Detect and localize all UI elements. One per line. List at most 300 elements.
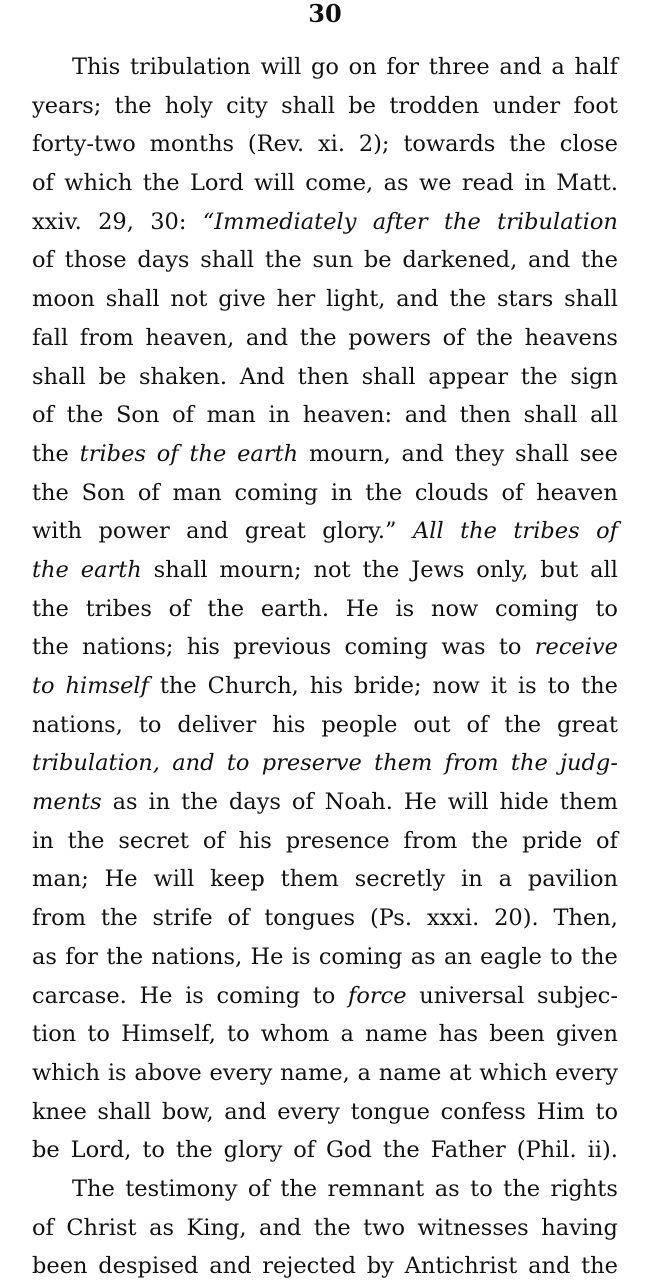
word: to (498, 634, 522, 661)
word: 20). (494, 905, 539, 932)
word: to (226, 750, 250, 777)
text-line (32, 280, 618, 319)
word: the (460, 518, 497, 545)
text-line (32, 241, 618, 280)
word: they (454, 440, 505, 467)
word: coming (318, 943, 403, 970)
word: hide (499, 789, 549, 816)
word: nations, (151, 943, 243, 970)
word: a (551, 54, 565, 80)
word: heaven: (302, 402, 393, 429)
word: 2); (358, 131, 390, 158)
word: his (238, 827, 272, 854)
word: receive (534, 634, 618, 661)
word: the (504, 711, 542, 738)
word: sign (570, 363, 618, 390)
word: in (268, 402, 291, 429)
word: of (32, 247, 54, 274)
word: all (590, 556, 618, 583)
word: testimony (125, 1175, 238, 1202)
text-line (32, 319, 618, 358)
word: it (490, 673, 507, 699)
word: of (227, 905, 250, 932)
word: to (470, 1175, 493, 1202)
word: at (449, 1059, 472, 1086)
word: moon (32, 286, 95, 313)
text-line (32, 977, 618, 1016)
word: tribes (513, 518, 580, 545)
word: the (443, 208, 481, 235)
word: but (540, 556, 579, 583)
word: of (596, 518, 618, 545)
text-line (32, 203, 618, 242)
word: in (461, 866, 483, 893)
word: and (209, 1253, 252, 1280)
word: be (98, 363, 127, 390)
word: which (32, 1059, 101, 1086)
word: two (363, 1214, 405, 1241)
word: in (330, 479, 353, 506)
text-line (32, 1015, 618, 1054)
word: Then, (553, 905, 618, 932)
word: will (260, 54, 302, 80)
word: secretly (354, 866, 446, 893)
word: heaven, (145, 324, 235, 351)
word: the (299, 324, 337, 351)
word: of (32, 1214, 54, 1241)
text-line (32, 1131, 618, 1170)
word: the (581, 247, 618, 274)
word: shall (523, 402, 578, 429)
word: presence (285, 827, 390, 854)
word: He (250, 943, 284, 970)
word: city (226, 92, 268, 119)
word: Antichrist (404, 1253, 518, 1280)
word: name (378, 1059, 442, 1086)
word: xxiv. (32, 208, 82, 235)
word: pride (522, 827, 583, 854)
word: coming (234, 479, 319, 506)
word: earth (237, 440, 299, 467)
word: to (595, 1098, 618, 1125)
word: the (471, 827, 509, 854)
word: the (32, 479, 69, 506)
word: deliver (177, 711, 257, 738)
word: shall (515, 440, 569, 467)
word: secret (118, 827, 189, 854)
word: great (244, 518, 306, 545)
word: of (247, 1175, 270, 1202)
word: the (382, 1137, 420, 1164)
word: of (596, 827, 618, 854)
word: will (447, 789, 489, 816)
word: name, (280, 1059, 350, 1086)
word: read (461, 170, 514, 197)
word: shall (361, 363, 416, 390)
word: shall (97, 1098, 152, 1125)
word: from (444, 750, 499, 777)
word: months (149, 131, 235, 158)
word: to (550, 943, 573, 970)
word: sun (312, 247, 354, 274)
word: see (579, 440, 618, 467)
word: come, (305, 170, 374, 197)
text-line (32, 744, 618, 783)
word: And (239, 363, 285, 390)
word: to (142, 1137, 165, 1164)
word: as (32, 943, 57, 970)
word: light, (325, 286, 386, 313)
word: mourn; (219, 556, 302, 583)
text-line (32, 899, 618, 938)
word: of (501, 479, 524, 506)
word: 29, (98, 208, 134, 235)
word: This (72, 54, 121, 80)
word: confess (440, 1098, 526, 1125)
word: nations; (82, 634, 174, 661)
word: now (432, 673, 480, 699)
word: of (202, 827, 225, 854)
word: of (293, 1137, 316, 1164)
word: has (438, 1021, 479, 1048)
word: having (541, 1214, 618, 1241)
word: for (386, 54, 420, 80)
word: tribulation (497, 208, 618, 235)
word: shall (105, 286, 160, 313)
word: rejected (262, 1253, 357, 1280)
word: is (107, 1059, 127, 1086)
word: the (264, 247, 302, 274)
word: strife (152, 905, 213, 932)
text-line (32, 860, 618, 899)
word: force (348, 982, 407, 1009)
word: is (395, 595, 415, 622)
word: from (32, 905, 86, 932)
word: of (172, 402, 194, 429)
word: a (357, 1059, 371, 1086)
word: the (32, 595, 69, 622)
word: under (492, 92, 561, 119)
word: as (434, 1175, 460, 1202)
word: now (430, 595, 479, 622)
word: tion (32, 1021, 77, 1048)
word: every (209, 1059, 273, 1086)
word: the (362, 556, 400, 583)
word: He (104, 866, 138, 893)
word: the (159, 673, 197, 699)
word: the (66, 402, 104, 429)
text-line (32, 667, 618, 706)
text-line (32, 1093, 618, 1132)
text-line (32, 125, 618, 164)
text-line (32, 590, 618, 629)
word: his (309, 673, 343, 699)
word: be (363, 247, 392, 274)
text-line (32, 628, 618, 667)
word: “Immediately (202, 208, 357, 235)
word: above (134, 1059, 202, 1086)
word: holy (164, 92, 213, 119)
word: He (139, 982, 173, 1009)
word: after (372, 208, 428, 235)
text-line (32, 512, 618, 551)
word: shall (281, 92, 335, 119)
word: the (32, 556, 69, 583)
word: Him (536, 1098, 585, 1125)
word: only, (476, 556, 529, 583)
word: subjec- (537, 982, 618, 1009)
word: not (170, 286, 208, 313)
word: whom (260, 1021, 330, 1048)
text-line (32, 783, 618, 822)
word: a (340, 1021, 354, 1048)
word: 30: (150, 208, 187, 235)
word: ments (32, 789, 102, 816)
word: despised (98, 1253, 199, 1280)
word: to (138, 711, 162, 738)
word: God (326, 1137, 372, 1164)
word: out (413, 711, 451, 738)
text-line (32, 1247, 618, 1286)
word: then (297, 363, 349, 390)
word: the (449, 286, 487, 313)
word: the (32, 440, 69, 467)
word: the (313, 1214, 351, 1241)
word: foot (573, 92, 618, 119)
word: her (276, 286, 316, 313)
text-line (32, 551, 618, 590)
word: and (499, 54, 542, 80)
word: is (291, 943, 311, 970)
text-line (32, 164, 618, 203)
word: from (403, 827, 458, 854)
word: the (32, 634, 69, 661)
word: be (348, 92, 376, 119)
word: in (148, 789, 171, 816)
word: give (218, 286, 266, 313)
word: given (555, 1021, 618, 1048)
word: as (410, 943, 436, 970)
word: then (459, 402, 511, 429)
word: remnant (327, 1175, 425, 1202)
word: judg- (560, 750, 618, 777)
word: of (156, 440, 179, 467)
word: years; (32, 92, 102, 119)
word: by (366, 1253, 394, 1280)
word: in (524, 170, 546, 197)
word: the (510, 750, 548, 777)
word: (Ps. (369, 905, 412, 932)
word: to (32, 673, 55, 699)
word: as (149, 1214, 175, 1241)
text-line (32, 1054, 618, 1093)
word: as (383, 170, 409, 197)
word: the (175, 1137, 213, 1164)
word: Father (430, 1137, 506, 1164)
word: clouds (414, 479, 489, 506)
word: ii). (587, 1137, 618, 1164)
word: shall (32, 363, 86, 390)
word: of (466, 711, 489, 738)
word: of (442, 324, 465, 351)
word: powers (348, 324, 432, 351)
word: for (65, 943, 98, 970)
word: Church, (207, 673, 299, 699)
word: universal (419, 982, 525, 1009)
word: is (185, 982, 204, 1009)
word: glory.” (322, 518, 397, 545)
word: mourn, (308, 440, 391, 467)
word: the (181, 789, 218, 816)
word: not (313, 556, 351, 583)
word: and (528, 247, 571, 274)
word: All (413, 518, 444, 545)
word: and (404, 402, 448, 429)
word: the (520, 363, 558, 390)
word: of (291, 789, 314, 816)
word: pavilion (527, 866, 618, 893)
word: and (186, 518, 229, 545)
text-line (32, 1170, 618, 1209)
word: the (114, 92, 152, 119)
word: and (401, 440, 444, 467)
word: the (503, 1175, 541, 1202)
word: Matt. (556, 170, 618, 197)
word: in (32, 827, 54, 854)
word: Noah. (324, 789, 393, 816)
word: He (403, 789, 437, 816)
body-text (32, 48, 618, 1286)
word: coming (495, 595, 579, 622)
word: to (547, 673, 571, 699)
word: three (428, 54, 490, 80)
word: King, (186, 1214, 247, 1241)
word: Lord, (70, 1137, 132, 1164)
word: and (396, 286, 439, 313)
word: been (32, 1253, 88, 1280)
word: been (489, 1021, 545, 1048)
word: will (153, 866, 195, 893)
word: the (189, 440, 227, 467)
word: every (555, 1059, 618, 1086)
word: them (280, 866, 339, 893)
word: and (224, 1098, 267, 1125)
word: the (106, 943, 144, 970)
word: the (67, 827, 105, 854)
word: and (259, 1214, 302, 1241)
word: be (32, 1137, 60, 1164)
word: an (443, 943, 472, 970)
text-line (32, 1209, 618, 1248)
word: and (245, 324, 289, 351)
word: towards (403, 131, 496, 158)
word: trodden (389, 92, 480, 119)
word: shaken. (139, 363, 228, 390)
word: the (142, 170, 180, 197)
word: half (574, 54, 618, 80)
word: was (441, 634, 486, 661)
text-line (32, 435, 618, 474)
word: the (581, 1253, 618, 1280)
word: keep (210, 866, 265, 893)
text-line (32, 358, 618, 397)
word: tribulation (129, 54, 251, 80)
word: those (64, 247, 127, 274)
word: darkened, (402, 247, 518, 274)
word: himself (65, 673, 149, 699)
word: man; (32, 866, 89, 893)
word: tongues (264, 905, 356, 932)
word: preserve (261, 750, 362, 777)
word: a (498, 866, 512, 893)
word: appear (428, 363, 509, 390)
word: earth (80, 556, 142, 583)
word: Son (115, 402, 160, 429)
word: coming (216, 982, 301, 1009)
word: close (559, 131, 618, 158)
word: his (186, 634, 220, 661)
word: and (172, 750, 215, 777)
word: will (254, 170, 295, 197)
word: Christ (66, 1214, 137, 1241)
word: bride; (353, 673, 422, 699)
text-line (32, 822, 618, 861)
word: which (479, 1059, 548, 1086)
text-line (32, 396, 618, 435)
word: people (321, 711, 398, 738)
word: to (595, 595, 618, 622)
text-line (32, 706, 618, 745)
word: of (32, 402, 54, 429)
word: of (137, 479, 160, 506)
word: is (517, 673, 537, 699)
word: Lord (189, 170, 244, 197)
word: the (509, 131, 546, 158)
word: the (280, 1175, 318, 1202)
word: eagle (480, 943, 542, 970)
word: (Rev. (247, 131, 305, 158)
word: which (64, 170, 133, 197)
word: stars (496, 286, 554, 313)
word: shall (200, 247, 255, 274)
word: the (100, 905, 138, 932)
word: shall (153, 556, 208, 583)
word: knee (32, 1098, 87, 1125)
word: Jews (411, 556, 465, 583)
word: nations, (32, 711, 123, 738)
word: xxxi. (426, 905, 480, 932)
word: Himself, (121, 1021, 216, 1048)
word: rights (550, 1175, 618, 1202)
word: to (312, 982, 336, 1009)
word: his (272, 711, 306, 738)
word: we (418, 170, 452, 197)
word: with (32, 518, 82, 545)
word: previous (233, 634, 332, 661)
word: them (559, 789, 618, 816)
word: to (227, 1021, 250, 1048)
word: the (207, 595, 245, 622)
word: tribes (85, 595, 152, 622)
word: He (345, 595, 379, 622)
word: to (87, 1021, 110, 1048)
word: on (348, 54, 377, 80)
word: name (364, 1021, 428, 1048)
page-number: 30 (308, 0, 342, 28)
word: (Phil. (516, 1137, 577, 1164)
word: man (172, 479, 222, 506)
word: heaven (536, 479, 618, 506)
